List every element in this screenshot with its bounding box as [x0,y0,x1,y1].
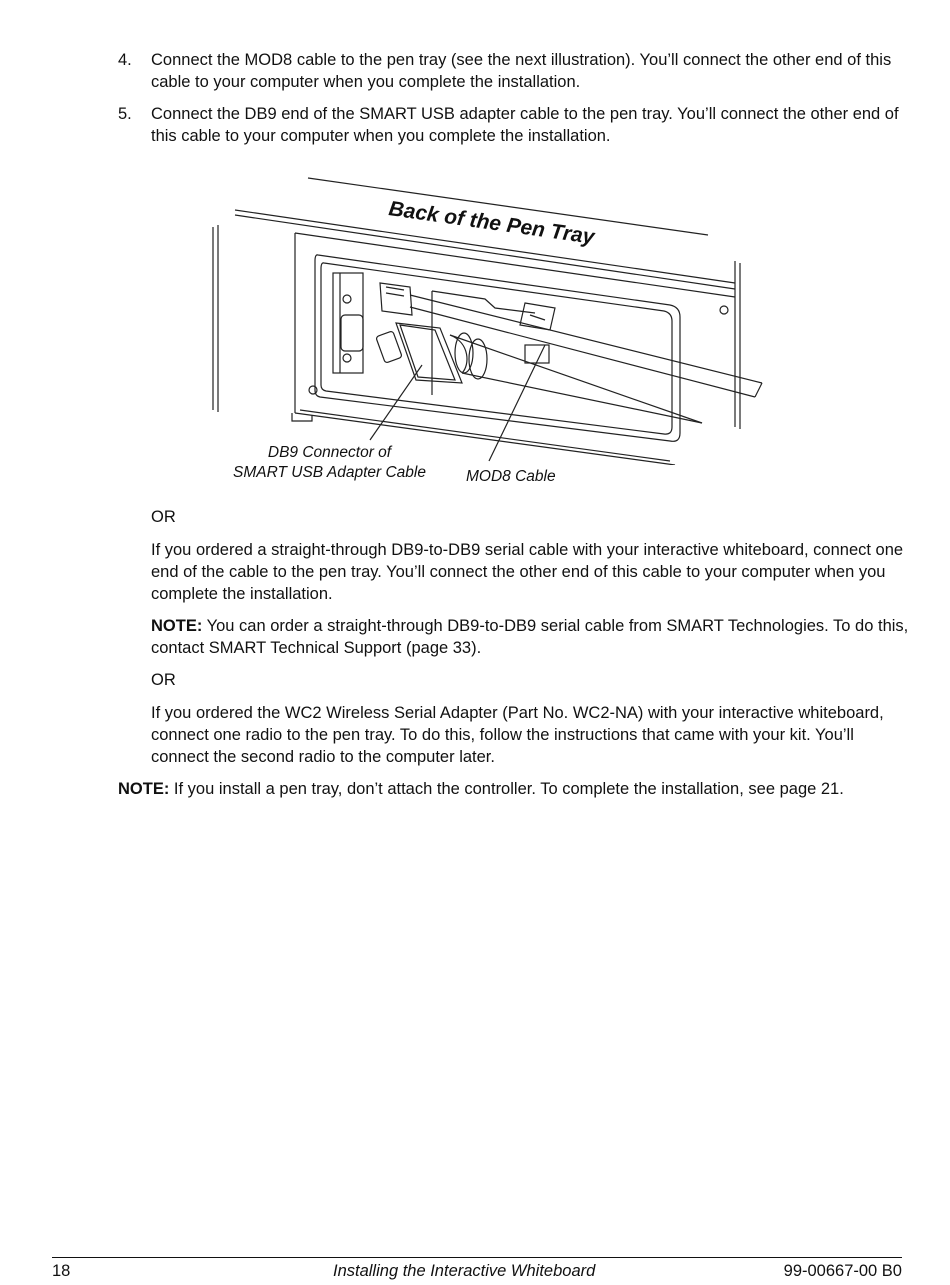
footer-page-number: 18 [52,1262,71,1280]
paragraph-wc2: If you ordered the WC2 Wireless Serial Adapter (Part No. WC2-NA) with your interactive whiteboard, connect one radio to the pen tray. To do this, follow the instructions that came with your kit. You’ll connect the second radio to the computer later. [151,704,884,766]
step-text: Connect the DB9 end of the SMART USB adapter cable to the pen tray. You’ll connect the other end of this cable to your computer when you complete the installation. [151,105,899,145]
caption-db9-line1: DB9 Connector of [267,444,392,461]
note-text: You can order a straight-through DB9-to-DB9 serial cable from SMART Technologies. To do this, contact SMART Technical Support (page 33). [151,617,909,657]
note-label: NOTE: [118,780,170,798]
footer-rule [52,1257,902,1258]
note-db9 [151,615,911,659]
or-separator: OR [151,508,176,526]
footer-title: Installing the Interactive Whiteboard [333,1262,596,1280]
note-label: NOTE: [151,617,203,635]
step-text: Connect the MOD8 cable to the pen tray (see the next illustration). You’ll connect the other end of this cable to your computer when you complete the installation. [151,51,892,91]
caption-db9-line2: SMART USB Adapter Cable [233,464,426,481]
step-number: 5. [118,105,132,123]
footer-doc-id: 99-00667-00 B0 [783,1262,902,1280]
pen-tray-illustration [200,165,780,465]
note-pen-tray [118,778,858,800]
step-4 [118,49,908,93]
note-text: If you install a pen tray, don’t attach the controller. To complete the installation, see page 21. [169,780,844,798]
or-separator: OR [151,671,176,689]
paragraph-db9-cable: If you ordered a straight-through DB9-to-DB9 serial cable with your interactive whiteboard, connect one end of the cable to the pen tray. You’ll connect the other end of this cable to your computer when you complete the installation. [151,541,904,603]
figure-title: Back of the Pen Tray [387,197,596,249]
step-5 [118,103,908,147]
caption-db9 [222,443,437,483]
step-number: 4. [118,51,132,69]
caption-mod8: MOD8 Cable [466,468,556,485]
